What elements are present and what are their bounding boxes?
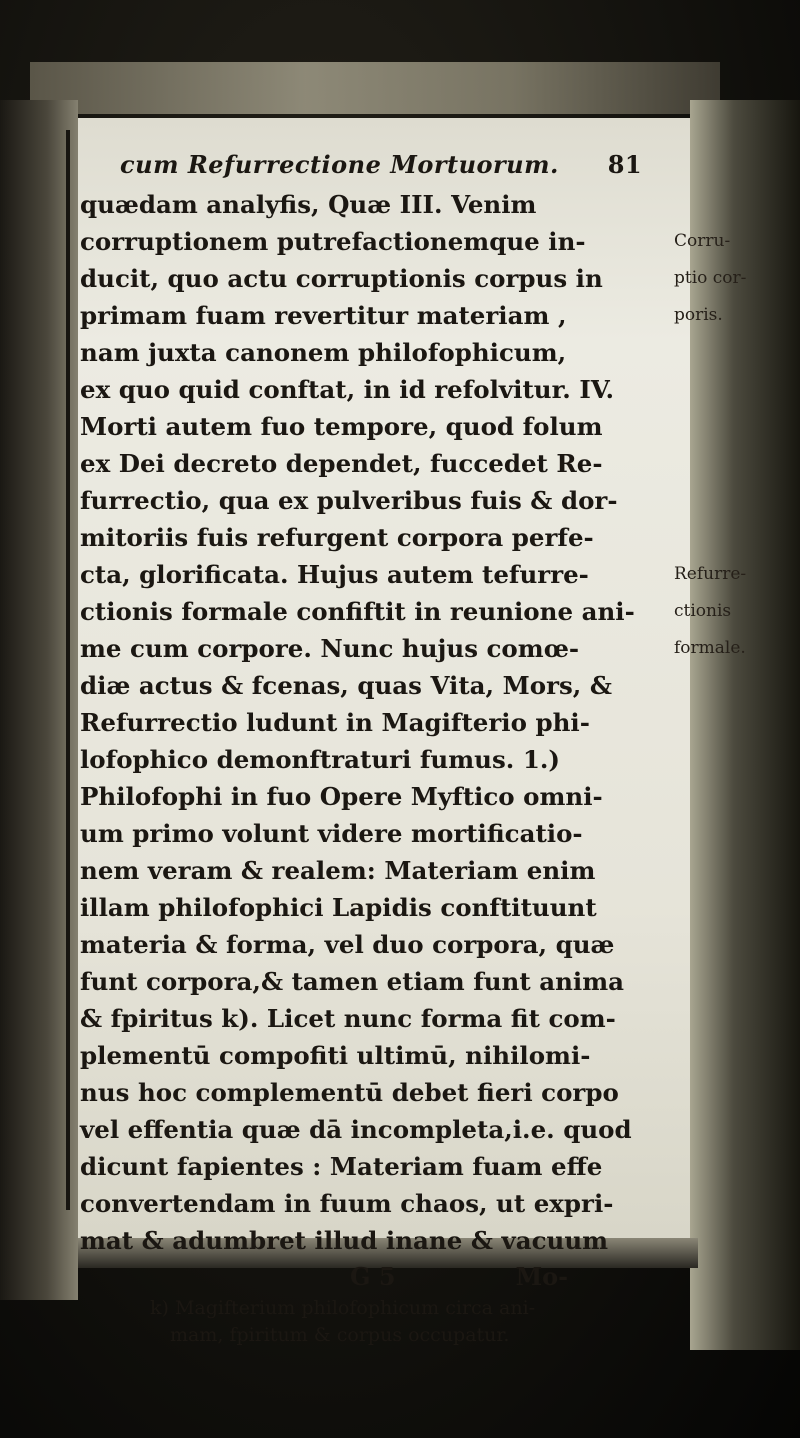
top-page-edge	[30, 62, 720, 114]
text-line: funt corpora,& tamen etiam funt anima	[80, 967, 625, 996]
text-line: ex quo quid conftat, in id refolvitur. IV.	[80, 375, 615, 404]
text-line: Philofophi in fuo Opere Myftico omni-	[80, 782, 603, 811]
text-line: primam fuam revertitur materiam , poris.	[80, 297, 720, 334]
margin-note: formale.	[674, 638, 746, 658]
text-line: plementū compofiti ultimū, nihilomi-	[80, 1041, 591, 1070]
text-line: diæ actus & fcenas, quas Vita, Mors, &	[80, 671, 612, 700]
text-line: me cum corpore. Nunc hujus comœ- formale.	[80, 630, 720, 667]
text-line: convertendam in fuum chaos, ut expri-	[80, 1189, 614, 1218]
page-text	[80, 150, 747, 1349]
text-line: quædam analyfis, Quæ III. Venim	[80, 190, 537, 219]
text-line: nem veram & realem: Materiam enim	[80, 856, 596, 885]
page-number: 81	[607, 150, 643, 179]
text-line: cta, glorificata. Hujus autem tefurre- Refurre-	[80, 556, 720, 593]
text-line: um primo volunt videre mortificatio-	[80, 819, 583, 848]
signature-line	[350, 1259, 720, 1295]
text-line: mat & adumbret illud inane & vacuum	[80, 1226, 609, 1255]
margin-note: ctionis	[674, 601, 732, 621]
signature-mark: G 5	[350, 1262, 396, 1291]
margin-note: poris.	[674, 305, 723, 325]
text-line: lofophico demonftraturi fumus. 1.)	[80, 745, 560, 774]
footnote-line: k) Magifterium philofophicum circa ani-	[150, 1297, 536, 1319]
text-line: vel effentia quæ dā incompleta,i.e. quod	[80, 1115, 632, 1144]
text-line: illam philofophici Lapidis conftituunt	[80, 893, 597, 922]
text-line: corruptionem putrefactionemque in- Corru-	[80, 223, 720, 260]
text-line: nus hoc complementū debet fieri corpo	[80, 1078, 619, 1107]
text-line: nam juxta canonem philofophicum,	[80, 338, 567, 367]
catchword: Mo-	[515, 1262, 569, 1291]
text-line: ex Dei decreto dependet, fuccedet Re-	[80, 449, 603, 478]
gutter-fold-line	[66, 130, 70, 1210]
text-line: Refurrectio ludunt in Magifterio phi-	[80, 708, 590, 737]
margin-note: Corru-	[674, 231, 731, 251]
text-line: furrectio, qua ex pulveribus fuis & dor-	[80, 486, 618, 515]
text-line: Morti autem fuo tempore, quod folum	[80, 412, 603, 441]
footnote-line: mam, fpiritum & corpus occupatur.	[170, 1324, 510, 1346]
text-line: & fpiritus k). Licet nunc forma fit com-	[80, 1004, 616, 1033]
margin-note: ptio cor-	[674, 268, 747, 288]
text-line: materia & forma, vel duo corpora, quæ	[80, 930, 615, 959]
running-title: cum Refurrectione Mortuorum.	[120, 150, 559, 179]
text-line: ducit, quo actu corruptionis corpus in ptio cor-	[80, 260, 720, 297]
text-line: mitoriis fuis refurgent corpora perfe-	[80, 523, 594, 552]
text-line: ctionis formale confiftit in reunione ani- ctionis	[80, 593, 720, 630]
margin-note: Refurre-	[674, 564, 747, 584]
running-header	[120, 150, 720, 186]
text-line: dicunt fapientes : Materiam fuam effe	[80, 1152, 603, 1181]
